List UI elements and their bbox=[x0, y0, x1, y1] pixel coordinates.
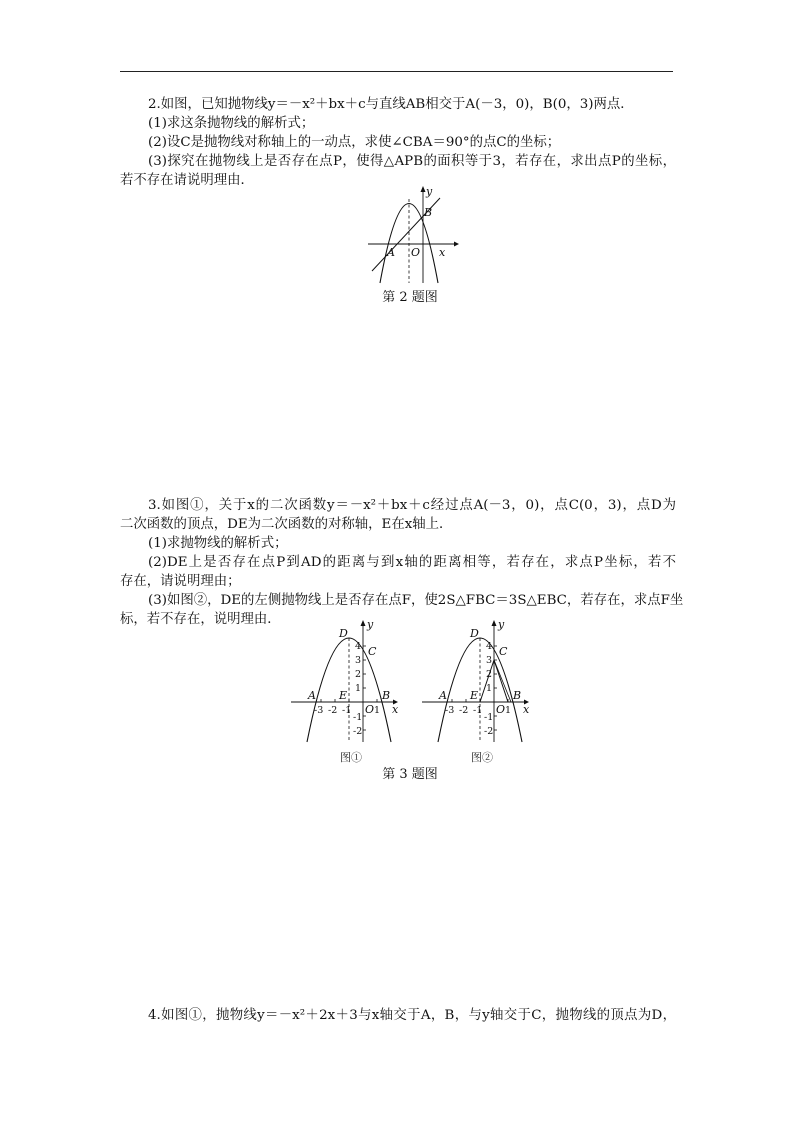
q2-label-a: A bbox=[387, 246, 395, 259]
q3f2-ytick-4: 4 bbox=[486, 641, 493, 652]
q3f2-xtick-1: 1 bbox=[505, 705, 512, 716]
q3f2-label-d: D bbox=[470, 627, 479, 640]
q3-stem-line2: 二次函数的顶点，DE为二次函数的对称轴，E在x轴上． bbox=[120, 517, 453, 532]
q3-figure-1 bbox=[287, 618, 405, 746]
q3-figure-2 bbox=[418, 618, 536, 746]
q3f2-label-c: C bbox=[499, 645, 508, 658]
q3f2-label-y: y bbox=[498, 618, 505, 631]
q2-part3-line1: (3)探究在抛物线上是否存在点P，使得△APB的面积等于3，若存在，求出点P的坐标， bbox=[148, 154, 676, 169]
q3-stem-line1: 3.如图①，关于x的二次函数y＝－x²＋bx＋c经过点A(－3，0)，点C(0，3)，点D为 bbox=[148, 498, 676, 513]
q3-caption: 第 3 题图 bbox=[382, 767, 438, 782]
q2-y-arrow bbox=[421, 186, 426, 192]
q3f2-label-e: E bbox=[470, 689, 479, 702]
q3f2-ytick-neg2: -2 bbox=[484, 726, 494, 737]
q3f1-label-b: B bbox=[382, 689, 391, 702]
q2-stem: 2.如图，已知抛物线y＝－x²＋bx＋c与直线AB相交于A(－3，0)，B(0，3)两点． bbox=[148, 97, 634, 112]
q3f1-label-a: A bbox=[308, 689, 316, 702]
q3-figure-2-label: 图② bbox=[471, 751, 493, 764]
q3f2-ytick-neg1: -1 bbox=[484, 712, 494, 723]
q4-stem: 4.如图①，抛物线y＝－x²＋2x＋3与x轴交于A，B，与y轴交于C，抛物线的顶点为D， bbox=[148, 1008, 676, 1023]
q3f1-xtick-neg3: -3 bbox=[314, 705, 324, 716]
q2-label-b: B bbox=[424, 206, 433, 219]
q3f2-label-o: O bbox=[496, 703, 506, 716]
q3f2-line-cb-2 bbox=[494, 660, 511, 702]
q3f2-ytick-1: 1 bbox=[486, 683, 493, 694]
q3f1-xtick-neg1: -1 bbox=[342, 705, 352, 716]
q2-label-x: x bbox=[439, 246, 446, 259]
q2-part2: (2)设C是抛物线对称轴上的一动点，求使∠CBA＝90°的点C的坐标； bbox=[148, 135, 561, 150]
q3f1-label-c: C bbox=[368, 645, 377, 658]
q3f2-line-ec bbox=[480, 660, 494, 702]
q3f1-ytick-4: 4 bbox=[355, 641, 362, 652]
q3f2-y-tick-marks bbox=[494, 646, 497, 730]
q3f1-label-y: y bbox=[367, 618, 374, 631]
q3f2-y-arrow bbox=[492, 620, 497, 626]
q3-part3-line2: 标，若不存在，说明理由． bbox=[120, 612, 281, 627]
q2-part3-line2: 若不存在请说明理由． bbox=[120, 173, 254, 188]
q3f1-label-e: E bbox=[339, 689, 348, 702]
q2-figure bbox=[360, 183, 460, 285]
q3f2-line-cb bbox=[494, 660, 508, 702]
q3f1-ytick-neg2: -2 bbox=[353, 726, 363, 737]
q3f2-xtick-neg3: -3 bbox=[445, 705, 455, 716]
q3f1-xtick-1: 1 bbox=[374, 705, 381, 716]
q3f1-x-tick-marks bbox=[321, 699, 377, 702]
header-rule bbox=[120, 71, 673, 72]
q3f1-ytick-2: 2 bbox=[355, 669, 362, 680]
q3f1-label-o: O bbox=[365, 703, 375, 716]
q3f1-y-tick-marks bbox=[363, 646, 366, 730]
q3f2-label-a: A bbox=[439, 689, 447, 702]
q3f2-ytick-2: 2 bbox=[486, 669, 493, 680]
q3f2-x-tick-marks bbox=[452, 699, 508, 702]
q3f2-ytick-3: 3 bbox=[486, 655, 493, 666]
q3-part2-line1: (2)DE上是否存在点P到AD的距离与到x轴的距离相等，若存在，求点P坐标，若不 bbox=[148, 555, 676, 570]
q3f2-xtick-neg1: -1 bbox=[473, 705, 483, 716]
q2-label-y: y bbox=[426, 185, 433, 198]
q3f2-xtick-neg2: -2 bbox=[459, 705, 469, 716]
q3f1-ytick-neg1: -1 bbox=[353, 712, 363, 723]
q3f1-xtick-neg2: -2 bbox=[328, 705, 338, 716]
q2-caption: 第 2 题图 bbox=[382, 290, 438, 305]
q3f1-label-x: x bbox=[392, 703, 399, 716]
q3f2-label-b: B bbox=[513, 689, 522, 702]
q3-figure-1-label: 图① bbox=[340, 751, 362, 764]
q3f1-label-d: D bbox=[339, 627, 348, 640]
q3f1-y-arrow bbox=[361, 620, 366, 626]
q2-label-o: O bbox=[411, 246, 421, 259]
q3-part1: (1)求抛物线的解析式； bbox=[148, 536, 288, 551]
q3f1-ytick-3: 3 bbox=[355, 655, 362, 666]
q3f1-ytick-1: 1 bbox=[355, 683, 362, 694]
q2-part1: (1)求这条抛物线的解析式； bbox=[148, 116, 315, 131]
q3-part2-line2: 存在，请说明理由； bbox=[120, 574, 241, 589]
q2-x-arrow bbox=[454, 242, 459, 247]
q3f2-label-x: x bbox=[523, 703, 530, 716]
q3-part3-line1: (3)如图②，DE的左侧抛物线上是否存在点F，使2S△FBC＝3S△EBC，若存在，求点F坐 bbox=[148, 593, 684, 608]
